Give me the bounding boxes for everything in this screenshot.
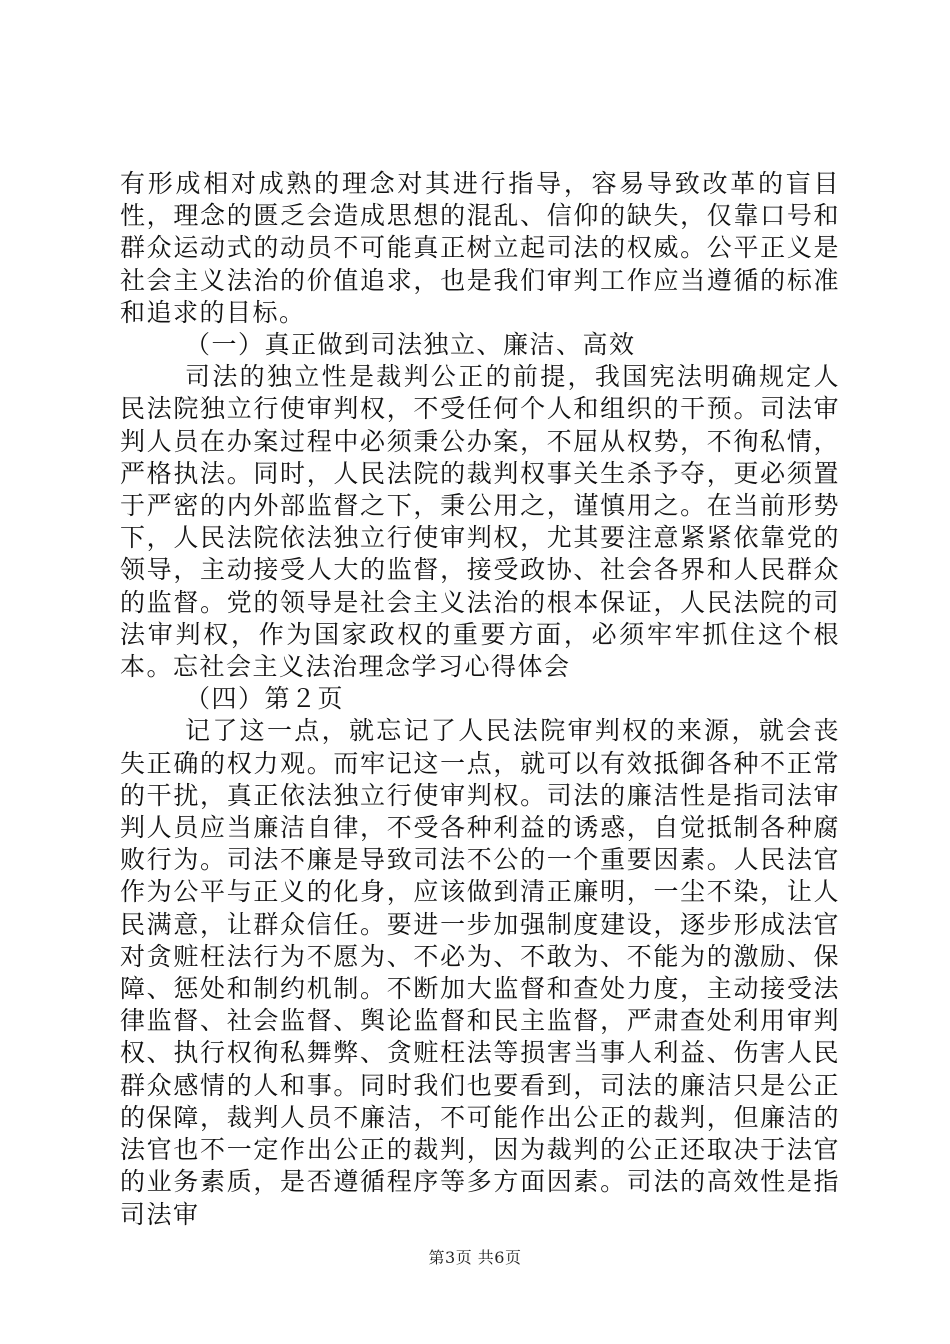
- paragraph-integrity: 记了这一点，就忘记了人民法院审判权的来源，就会丧失正确的权力观。而牢记这一点，就可以有效抵御各种不正常的干扰，真正依法独立行使审判权。司法的廉洁性是指司法审判人员应当廉洁自律，不受各种利益的诱惑，自觉抵制各种腐败行为。司法不廉是导致司法不公的一个重要因素。人民法官作为公平与正义的化身，应该做到清正廉明，一尘不染，让人民满意，让群众信任。要进一步加强制度建设，逐步形成法官对贪赃枉法行为不愿为、不必为、不敢为、不能为的激励、保障、惩处和制约机制。不断加大监督和查处力度，主动接受法律监督、社会监督、舆论监督和民主监督，严肃查处利用审判权、执行权徇私舞弊、贪赃枉法等损害当事人利益、伤害人民群众感情的人和事。同时我们也要看到，司法的廉洁只是公正的保障，裁判人员不廉洁，不可能作出公正的裁判，但廉洁的法官也不一定作出公正的裁判，因为裁判的公正还取决于法官的业务素质，是否遵循程序等多方面因素。司法的高效性是指司法审: [120, 716, 840, 1229]
- paragraph-independence: 司法的独立性是裁判公正的前提，我国宪法明确规定人民法院独立行使审判权，不受任何个人和组织的干预。司法审判人员在办案过程中必须秉公办案，不屈从权势，不徇私情，严格执法。同时，人民法院的裁判权事关生杀予夺，更必须置于严密的内外部监督之下，秉公用之，谨慎用之。在当前形势下，人民法院依法独立行使审判权，尤其要注意紧紧依靠党的领导，主动接受人大的监督，接受政协、社会各界和人民群众的监督。党的领导是社会主义法治的根本保证，人民法院的司法审判权，作为国家政权的重要方面，必须牢牢抓住这个根本。忘社会主义法治理念学习心得体会: [120, 362, 840, 682]
- paragraph-continuation: 有形成相对成熟的理念对其进行指导，容易导致改革的盲目性，理念的匮乏会造成思想的混乱、信仰的缺失，仅靠口号和群众运动式的动员不可能真正树立起司法的权威。公平正义是社会主义法治的价值追求，也是我们审判工作应当遵循的标准和追求的目标。: [120, 169, 840, 327]
- document-body: [120, 168, 840, 1231]
- section-heading: （一）真正做到司法独立、廉洁、高效: [185, 330, 636, 360]
- page-footer: 第3页 共6页: [428, 1248, 522, 1267]
- page-marker-line: （四）第２页: [185, 684, 345, 714]
